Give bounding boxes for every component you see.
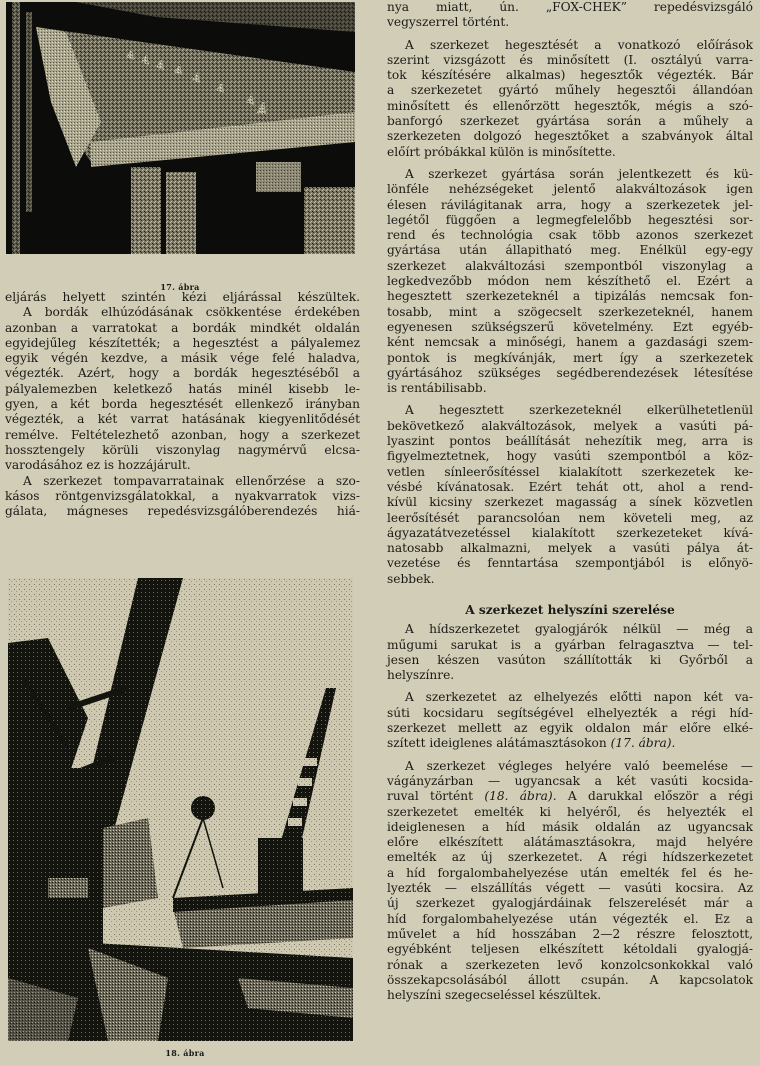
text-line: előírt próbákkal külön is minősítette. — [387, 144, 616, 159]
text-line: rónak a szerkezeten levő konzolcsonkokkal való — [387, 957, 753, 972]
bridge-girder-image — [6, 2, 355, 254]
text-line: gálata, mágneses repedésvizsgálóberendezés hiá- — [5, 504, 360, 519]
text-line: kívül kicsiny szerkezet magasság a sínek közvetlen — [387, 495, 753, 510]
text-line: ágyazatátvezetéssel kialakított szerkezeteket kívá- — [387, 525, 753, 540]
text-fragment: ruval történt — [387, 789, 473, 804]
text-line: eljárás helyett szintén kézi eljárással készültek. — [5, 290, 360, 304]
text-line: sebbek. — [387, 571, 435, 586]
paragraph — [387, 0, 753, 31]
text-line: végezték, a két varrat hatásának kiegyenlitődését — [5, 412, 360, 427]
text-line: ként nemcsak a minőségi, hanem a gazdasági szem- — [387, 335, 753, 350]
paragraph — [387, 167, 753, 396]
text-line: egyenesen szükségszerű követelmény. Ezt egyéb- — [387, 319, 753, 334]
text-line: legétől függően a legmegfelelőbb hegesztési sor- — [387, 212, 753, 227]
text-line: kásos röntgenvizsgálatokkal, a nyakvarratok vizs- — [5, 488, 360, 503]
figure-17-photo — [6, 2, 355, 254]
text-line: tok készítésére alkalmas) hegesztők végezték. Bár — [387, 68, 753, 83]
text-line: leerősítését parancsolóan nem követeli meg, az — [387, 510, 753, 525]
text-fragment: A darukkal először a régi — [567, 789, 753, 804]
figure-reference: (18. ábra). — [484, 789, 557, 804]
text-line: A szerkezet végleges helyére való beemelése — — [405, 758, 753, 773]
text-line: figyelmeztetnek, hogy vasúti szempontból a köz- — [387, 449, 753, 464]
text-line: A hídszerkezetet gyalogjárók nélkül — még a — [405, 622, 753, 637]
text-line: emelték az új szerkezetet. A régi hídszerkezetet — [387, 850, 753, 865]
text-line: A szerkezet gyártása során jelentkezett és kü- — [405, 166, 753, 181]
text-line: új szerkezet gyalogjárdáinak felszerelését már a — [387, 896, 753, 911]
text-line: helyszínre. — [387, 668, 455, 683]
text-line: helyszíni szegecseléssel készültek. — [387, 988, 602, 1003]
text-fragment: szített ideiglenes alátámasztásokon — [387, 736, 607, 751]
text-line: remélve. Feltételezhető azonban, hogy a szerkezet — [5, 427, 360, 442]
figure-18-caption: 18. ábra — [165, 1048, 205, 1058]
text-line: lönféle nehézségeket jelentő alakváltozások igen — [387, 182, 753, 197]
paragraph — [387, 403, 753, 587]
railway-cranes-image — [8, 578, 353, 1041]
text-line: szerkezet mellett az egyik oldalon már előre elké- — [387, 721, 753, 736]
text-line: varodásához ez is hozzájárult. — [5, 458, 191, 473]
text-line: összekapcsolásából állott csupán. A kapcsolatok — [387, 972, 753, 987]
left-body-text — [5, 290, 360, 519]
text-line: előre elkészített alátámasztásokra, majd helyére — [387, 835, 753, 850]
text-line: hegesztett szerkezeteknél a tipizálás nemcsak fon- — [387, 289, 753, 304]
text-line: tosabb, mint a szögecselt szerkezeteknél, hanem — [387, 304, 753, 319]
text-line: vágányzárban — ugyancsak a két vasúti kocsida- — [387, 773, 753, 788]
paragraph — [5, 474, 360, 520]
text-line: szerkezeten dolgozó hegesztőket a szabványok által — [387, 129, 753, 144]
text-line: rend és technológia csak több azonos szerkezet — [387, 228, 753, 243]
text-line: egyidejűleg készítették; a hegesztést a pályalemez — [5, 335, 360, 350]
text-line: pontok is megkívánják, mert így a szerkezetek — [387, 350, 753, 365]
text-line: híd forgalombahelyezése után végezték el. Ez a — [387, 911, 753, 926]
text-line: A szerkezet hegesztését a vonatkozó előírások — [405, 37, 753, 52]
paragraph — [387, 38, 753, 160]
text-line: gyen, a két borda hegesztését ellenkező irányban — [5, 397, 360, 412]
right-column — [380, 0, 760, 1066]
text-line: pályalemezben keletkező hatás minél kisebb le- — [5, 381, 360, 396]
text-line: bekövetkező alakváltozások, melyek a vasúti pá- — [387, 418, 753, 433]
section-heading: A szerkezet helyszíni szerelése — [465, 602, 675, 617]
paragraph — [387, 690, 753, 751]
text-line: A szerkezet tompavarratainak ellenőrzése a szo- — [23, 473, 360, 488]
text-line: ideiglenesen a híd másik oldalán az ugyancsak — [387, 819, 753, 834]
figure-17-caption: 17. ábra — [160, 282, 200, 292]
text-line: szerint vizsgázott és minősített (I. osztályú varra- — [387, 52, 753, 67]
text-line: gyártása után állapitható meg. Enélkül egy-egy — [387, 243, 753, 258]
text-line: a szerkezetet gyártó műhely hegesztői állandóan — [387, 83, 753, 98]
text-line: minősített és ellenőrzött hegesztők, mégis a szó- — [387, 98, 753, 113]
paragraph — [387, 759, 753, 1004]
text-line: A hegesztett szerkezeteknél elkerülhetetlenül — [405, 403, 753, 418]
text-line: vésbé kívánatosak. Ezért tehát ott, ahol a rend- — [387, 479, 753, 494]
figure-reference: (17. ábra). — [610, 736, 676, 751]
text-line — [387, 736, 753, 751]
text-line: vegyszerrel történt. — [387, 15, 510, 30]
text-line: gyártásához szükséges segédberendezések létesítése — [387, 365, 753, 380]
text-line: a híd forgalombahelyezése után emelték fel és he- — [387, 865, 753, 880]
text-line: egyébként teljesen elkészített kétoldali gyalogjá- — [387, 942, 753, 957]
text-line: súti kocsidaru segítségével elhelyezték a régi híd- — [387, 705, 753, 720]
text-line: is rentábilisabb. — [387, 381, 487, 396]
left-column — [0, 0, 370, 1066]
figure-18-photo — [8, 578, 353, 1041]
text-line: szerkezetet emelték ki helyéről, és helyezték el — [387, 804, 753, 819]
text-line — [387, 789, 753, 804]
text-line: egyik végén kezdve, a másik vége felé haladva, — [5, 351, 360, 366]
text-line: A bordák elhúzódásának csökkentése érdekében — [23, 305, 360, 320]
text-line: natosabb alkalmazni, melyek a vasúti pálya át- — [387, 541, 753, 556]
text-line: művelet a híd hosszában 2—2 részre felosztott, — [387, 926, 753, 941]
paragraph — [5, 290, 360, 474]
text-line: A szerkezetet az elhelyezés előtti napon két va- — [405, 690, 753, 705]
text-line: jesen készen vasúton szállították ki Győrből a — [387, 652, 753, 667]
text-line: legkedvezőbb módon nem készíthető el. Ezért a — [387, 274, 753, 289]
text-line: vetlen sínleerősítéssel kialakított szerkezetek ke- — [387, 464, 753, 479]
text-line: azonban a varratokat a bordák mindkét oldalán — [5, 320, 360, 335]
text-line: hossztengely körüli viszonylag nagymérvű elcsa- — [5, 442, 360, 457]
text-line: végezték. Azért, hogy a bordák hegesztéséből a — [5, 366, 360, 381]
text-line: műgumi sarukat is a gyárban felragasztva — tel- — [387, 637, 753, 652]
text-line: lyezték — elszállítás végett — vasúti kocsira. Az — [387, 881, 753, 896]
paragraph — [387, 622, 753, 683]
text-line: nya miatt, ún. „FOX-CHEK” repedésvizsgáló — [387, 0, 753, 14]
right-body-text — [387, 0, 753, 1003]
text-line: szerkezet alakváltozási szempontból viszonylag a — [387, 258, 753, 273]
text-line: élesen rávilágitanak arra, hogy a szerkezetek jel- — [387, 197, 753, 212]
text-line: banforgó szerkezet gyártása során a műhely a — [387, 114, 753, 129]
text-line: lyaszint pontos beállítását nehezítik meg, arra is — [387, 434, 753, 449]
text-line: vezetése és fenntartása szempontjából is előnyö- — [387, 556, 753, 571]
